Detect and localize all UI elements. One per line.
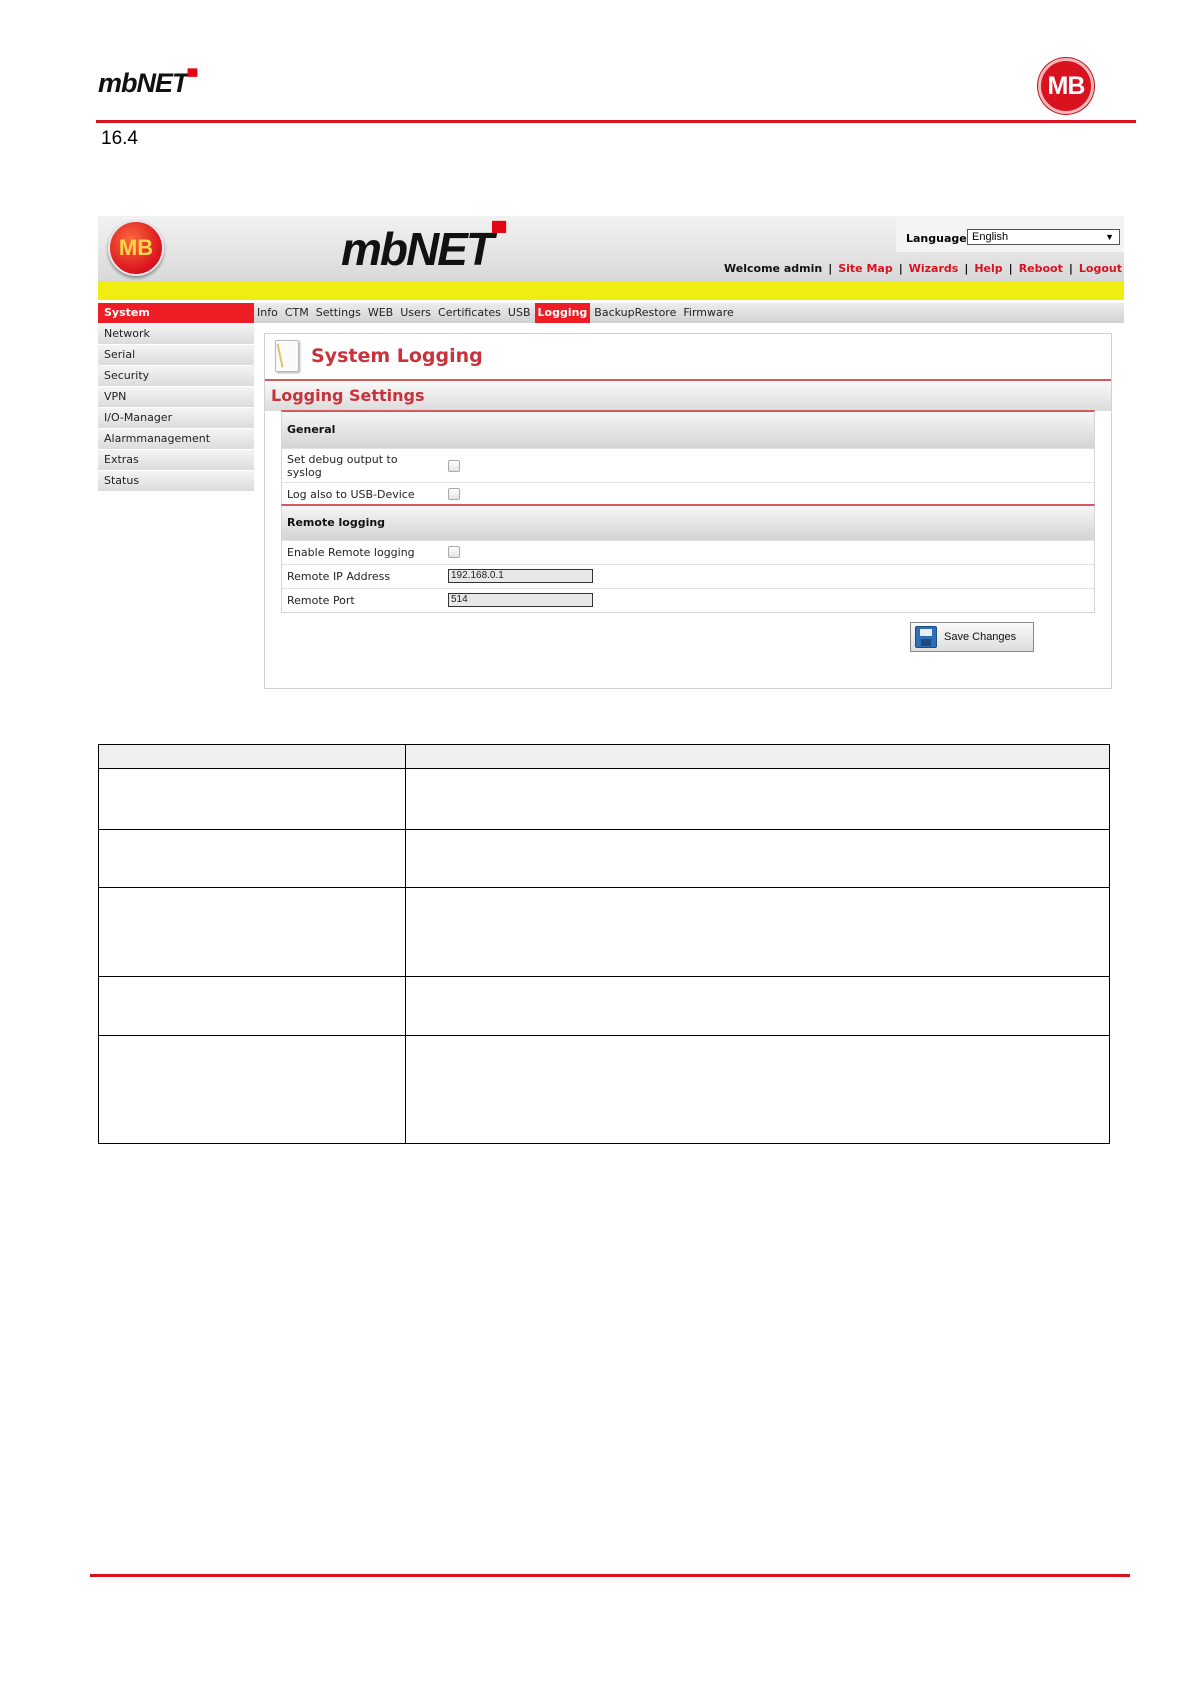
table-cell (406, 1036, 1110, 1144)
document-logo: mbNET▀ (98, 68, 197, 98)
usb-log-checkbox[interactable] (448, 488, 460, 500)
enable-remote-label: Enable Remote logging (287, 546, 415, 559)
remote-port-input[interactable]: 514 (448, 593, 593, 607)
content-panel (264, 333, 1112, 689)
mbnet-logo: mbNET▀ (341, 222, 505, 275)
section-title: Logging Settings (271, 386, 425, 405)
remote-logging-group (281, 504, 1095, 613)
welcome-text: Welcome admin (724, 262, 823, 275)
language-select[interactable]: English ▼ (967, 229, 1120, 245)
sidebar-item-vpn[interactable]: VPN (98, 387, 254, 407)
sidebar (98, 303, 254, 492)
logout-link[interactable]: Logout (1078, 262, 1122, 275)
general-group (281, 410, 1095, 507)
remote-ip-label: Remote IP Address (287, 570, 391, 583)
page-title: System Logging (311, 345, 483, 367)
table-row (99, 769, 1110, 830)
table-row (99, 1036, 1110, 1144)
site-map-link[interactable]: Site Map (838, 262, 893, 275)
sidebar-item-network[interactable]: Network (98, 324, 254, 344)
save-changes-label: Save Changes (944, 631, 1017, 643)
debug-syslog-row (282, 448, 1094, 482)
table-header-row (99, 745, 1110, 769)
tab-firmware[interactable]: Firmware (683, 306, 734, 319)
table-cell (406, 977, 1110, 1036)
table-cell (406, 769, 1110, 830)
yellow-status-bar (98, 281, 1124, 300)
remote-logging-heading: Remote logging (282, 506, 1094, 540)
remote-ip-input[interactable]: 192.168.0.1 (448, 569, 593, 583)
section-header (265, 381, 1111, 411)
table-cell (99, 830, 406, 888)
tab-settings[interactable]: Settings (315, 306, 361, 319)
app-banner (98, 216, 1124, 281)
tab-info[interactable]: Info (257, 306, 278, 319)
table-cell (406, 830, 1110, 888)
debug-syslog-label: Set debug output to syslog (287, 453, 398, 479)
mb-logo-icon: MB (108, 220, 164, 276)
table-cell (406, 888, 1110, 977)
sub-navigation (254, 303, 1124, 323)
mb-badge-logo: MB (1038, 58, 1094, 114)
save-changes-button[interactable] (910, 622, 1034, 652)
document-icon (275, 340, 299, 372)
sidebar-item-serial[interactable]: Serial (98, 345, 254, 365)
wizards-link[interactable]: Wizards (908, 262, 959, 275)
remote-port-label: Remote Port (287, 594, 355, 607)
tab-ctm[interactable]: CTM (284, 306, 309, 319)
tab-usb[interactable]: USB (507, 306, 531, 319)
language-label: Language (906, 232, 967, 245)
dropdown-arrow-icon: ▼ (1105, 232, 1114, 242)
sidebar-item-status[interactable]: Status (98, 471, 254, 491)
usb-log-row (282, 482, 1094, 506)
debug-syslog-checkbox[interactable] (448, 460, 460, 472)
help-link[interactable]: Help (974, 262, 1003, 275)
reboot-link[interactable]: Reboot (1018, 262, 1063, 275)
footer-rule (90, 1574, 1130, 1577)
table-header-cell (406, 745, 1110, 769)
table-cell (99, 977, 406, 1036)
sidebar-item-system[interactable]: System (98, 303, 254, 323)
tab-certificates[interactable]: Certificates (438, 306, 501, 319)
tab-web[interactable]: WEB (367, 306, 394, 319)
table-cell (99, 769, 406, 830)
general-heading: General (282, 412, 1094, 448)
usb-log-label: Log also to USB-Device (287, 488, 415, 501)
remote-port-row (282, 588, 1094, 612)
sidebar-item-extras[interactable]: Extras (98, 450, 254, 470)
table-header-cell (99, 745, 406, 769)
sidebar-item-alarmmanagement[interactable]: Alarmmanagement (98, 429, 254, 449)
sidebar-item-security[interactable]: Security (98, 366, 254, 386)
top-links: Welcome admin | Site Map | Wizards | Help | Reboot | Logout (724, 262, 1122, 275)
tab-users[interactable]: Users (400, 306, 432, 319)
language-box (896, 216, 1124, 252)
enable-remote-row (282, 540, 1094, 564)
sidebar-item-io-manager[interactable]: I/O-Manager (98, 408, 254, 428)
section-number: 16.4 (101, 128, 138, 149)
table-row (99, 977, 1110, 1036)
description-table (98, 744, 1110, 1144)
tab-backuprestore[interactable]: BackupRestore (594, 306, 677, 319)
mbnet-screenshot (98, 216, 1124, 691)
tab-logging[interactable]: Logging (535, 303, 591, 323)
table-row (99, 888, 1110, 977)
remote-ip-row (282, 564, 1094, 588)
table-row (99, 830, 1110, 888)
floppy-disk-icon (915, 626, 937, 648)
table-cell (99, 888, 406, 977)
header-rule (96, 120, 1136, 123)
enable-remote-checkbox[interactable] (448, 546, 460, 558)
table-cell (99, 1036, 406, 1144)
